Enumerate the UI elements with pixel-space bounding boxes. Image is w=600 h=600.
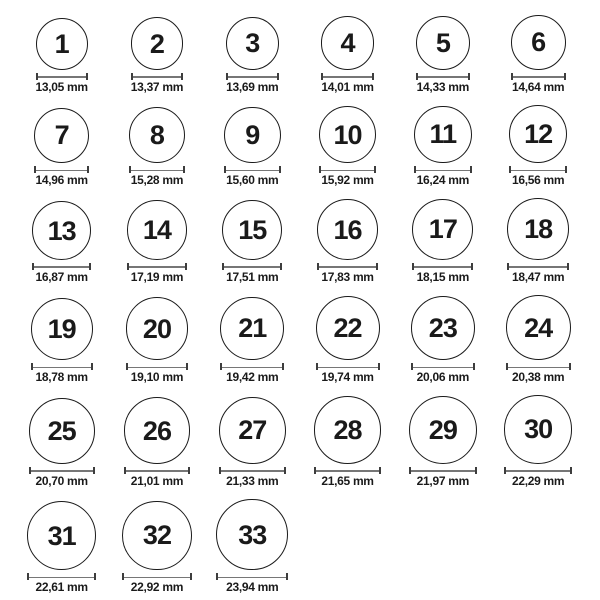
diameter-label: 16,87 mm (35, 269, 88, 284)
diameter-dimension-line (319, 166, 376, 173)
diameter-label: 22,29 mm (511, 473, 565, 488)
size-number: 7 (54, 120, 69, 151)
size-number: 28 (333, 415, 362, 446)
size-number: 18 (524, 214, 553, 245)
ring-size-cell (490, 395, 585, 487)
size-number: 33 (238, 519, 267, 550)
size-number: 10 (333, 119, 362, 150)
diameter-label: 19,42 mm (226, 370, 279, 385)
diameter-label: 15,92 mm (321, 173, 374, 188)
size-number: 32 (142, 520, 171, 551)
size-number: 4 (340, 28, 355, 59)
size-number: 24 (524, 312, 553, 343)
size-number: 30 (524, 414, 553, 445)
ring-size-cell (14, 398, 109, 487)
diameter-label: 21,01 mm (130, 473, 184, 488)
ring-size-cell (109, 297, 204, 383)
size-number: 23 (428, 312, 457, 343)
diameter-label: 14,64 mm (511, 79, 565, 94)
diameter-dimension-line (216, 573, 288, 580)
ring-size-cell (395, 296, 490, 384)
diameter-dimension-line (224, 166, 281, 173)
size-circle (131, 17, 184, 70)
size-circle (511, 15, 566, 70)
size-number: 11 (429, 119, 457, 150)
ring-size-cell (205, 107, 300, 187)
diameter-dimension-line (219, 467, 286, 474)
diameter-dimension-line (321, 73, 375, 80)
diameter-label: 19,74 mm (321, 370, 374, 385)
diameter-dimension-line (129, 166, 185, 173)
size-circle (219, 397, 286, 464)
ring-size-cell (205, 297, 300, 384)
ring-size-cell (300, 16, 395, 93)
size-number: 6 (531, 27, 546, 58)
size-circle (220, 297, 284, 361)
size-number: 27 (238, 415, 267, 446)
diameter-dimension-line (506, 363, 571, 370)
size-circle (316, 296, 380, 360)
ring-size-cell (14, 108, 109, 186)
ring-size-cell (109, 107, 204, 186)
diameter-label: 14,33 mm (416, 79, 469, 94)
ring-size-cell (395, 106, 490, 187)
size-number: 31 (47, 520, 76, 551)
size-number: 16 (333, 214, 362, 245)
diameter-label: 18,15 mm (416, 269, 469, 284)
size-number: 13 (47, 215, 76, 246)
size-circle (31, 298, 93, 360)
diameter-dimension-line (31, 363, 93, 370)
ring-size-cell (14, 501, 109, 593)
size-number: 14 (142, 215, 171, 246)
size-circle (124, 397, 190, 463)
size-circle (32, 201, 91, 260)
size-number: 15 (238, 214, 267, 245)
diameter-dimension-line (29, 467, 95, 474)
size-number: 5 (435, 27, 450, 58)
diameter-label: 21,65 mm (321, 473, 374, 488)
size-circle (507, 198, 569, 260)
size-circle (409, 396, 477, 464)
diameter-dimension-line (126, 363, 189, 370)
size-circle (216, 499, 288, 571)
size-circle (122, 501, 192, 571)
size-number: 20 (142, 313, 171, 344)
chart-row (14, 198, 586, 283)
diameter-dimension-line (122, 573, 192, 580)
chart-row (14, 15, 586, 93)
size-number: 9 (245, 119, 260, 150)
diameter-label: 19,10 mm (130, 370, 184, 385)
size-circle (29, 398, 95, 464)
diameter-label: 17,83 mm (321, 269, 374, 284)
size-circle (416, 16, 470, 70)
ring-size-cell (14, 201, 109, 283)
ring-size-cell (300, 296, 395, 383)
size-number: 8 (149, 120, 164, 151)
size-circle (317, 199, 378, 260)
size-circle (126, 297, 189, 360)
diameter-dimension-line (34, 166, 89, 173)
size-number: 2 (149, 28, 164, 59)
size-number: 26 (142, 415, 171, 446)
ring-size-cell (205, 200, 300, 283)
diameter-label: 16,56 mm (511, 173, 565, 188)
ring-size-cell (490, 15, 585, 93)
size-number: 1 (54, 28, 69, 59)
diameter-dimension-line (511, 73, 566, 80)
ring-size-cell (395, 16, 490, 93)
chart-row (14, 295, 586, 383)
ring-size-cell (109, 501, 204, 594)
diameter-label: 17,19 mm (130, 269, 184, 284)
diameter-label: 13,69 mm (226, 79, 279, 94)
diameter-label: 21,33 mm (226, 473, 279, 488)
size-circle (319, 106, 376, 163)
size-circle (509, 105, 567, 163)
ring-size-cell (109, 397, 204, 486)
diameter-label: 15,28 mm (130, 173, 184, 188)
size-number: 25 (47, 415, 76, 446)
ring-size-cell (300, 106, 395, 186)
size-number: 19 (47, 314, 76, 345)
size-number: 29 (428, 414, 457, 445)
size-circle (414, 106, 472, 164)
ring-size-cell (490, 295, 585, 383)
ring-size-cell (490, 105, 585, 186)
size-circle (411, 296, 476, 361)
ring-size-cell (490, 198, 585, 283)
diameter-label: 22,92 mm (130, 580, 184, 595)
ring-size-cell (109, 200, 204, 283)
diameter-dimension-line (414, 166, 472, 173)
diameter-label: 15,60 mm (226, 173, 279, 188)
diameter-dimension-line (32, 263, 91, 270)
size-number: 22 (333, 313, 362, 344)
diameter-label: 18,78 mm (35, 370, 88, 385)
diameter-dimension-line (411, 363, 476, 370)
diameter-label: 21,97 mm (416, 473, 469, 488)
chart-row (14, 105, 586, 186)
diameter-dimension-line (127, 263, 187, 270)
ring-size-cell (205, 17, 300, 93)
size-number: 21 (238, 313, 267, 344)
diameter-dimension-line (36, 73, 88, 80)
diameter-label: 22,61 mm (35, 580, 88, 595)
ring-size-cell (395, 199, 490, 283)
diameter-label: 17,51 mm (226, 269, 279, 284)
size-circle (506, 295, 571, 360)
size-circle (27, 501, 96, 570)
diameter-dimension-line (131, 73, 184, 80)
diameter-dimension-line (412, 263, 473, 270)
diameter-label: 13,37 mm (130, 79, 184, 94)
diameter-label: 20,38 mm (511, 370, 565, 385)
ring-size-cell (395, 396, 490, 487)
size-circle (36, 18, 88, 70)
size-circle (129, 107, 185, 163)
size-number: 12 (524, 119, 553, 150)
diameter-dimension-line (317, 263, 378, 270)
diameter-label: 14,01 mm (321, 79, 374, 94)
ring-size-cell (205, 499, 300, 594)
diameter-dimension-line (316, 363, 380, 370)
size-circle (314, 396, 382, 464)
size-circle (412, 199, 473, 260)
size-number: 17 (428, 214, 457, 245)
ring-size-cell (14, 298, 109, 383)
diameter-label: 16,24 mm (416, 173, 469, 188)
diameter-dimension-line (509, 166, 567, 173)
diameter-dimension-line (124, 467, 190, 474)
size-circle (504, 395, 573, 464)
chart-row (14, 395, 586, 487)
diameter-dimension-line (314, 467, 382, 474)
ring-size-cell (300, 199, 395, 283)
diameter-label: 18,47 mm (511, 269, 565, 284)
diameter-dimension-line (222, 263, 282, 270)
diameter-label: 13,05 mm (35, 79, 88, 94)
size-circle (222, 200, 282, 260)
chart-row (14, 499, 586, 594)
diameter-dimension-line (504, 467, 573, 474)
diameter-dimension-line (27, 573, 96, 580)
size-circle (34, 108, 89, 163)
diameter-dimension-line (416, 73, 470, 80)
size-number: 3 (245, 28, 260, 59)
diameter-dimension-line (409, 467, 477, 474)
diameter-dimension-line (220, 363, 284, 370)
ring-size-cell (14, 18, 109, 93)
diameter-label: 20,70 mm (35, 473, 88, 488)
size-circle (127, 200, 187, 260)
ring-size-cell (205, 397, 300, 487)
diameter-label: 14,96 mm (35, 173, 88, 188)
ring-size-cell (300, 396, 395, 487)
ring-size-cell (109, 17, 204, 93)
diameter-dimension-line (507, 263, 569, 270)
size-circle (226, 17, 279, 70)
size-circle (321, 16, 375, 70)
diameter-label: 20,06 mm (416, 370, 469, 385)
size-circle (224, 107, 281, 164)
diameter-dimension-line (226, 73, 279, 80)
diameter-label: 23,94 mm (226, 580, 279, 595)
